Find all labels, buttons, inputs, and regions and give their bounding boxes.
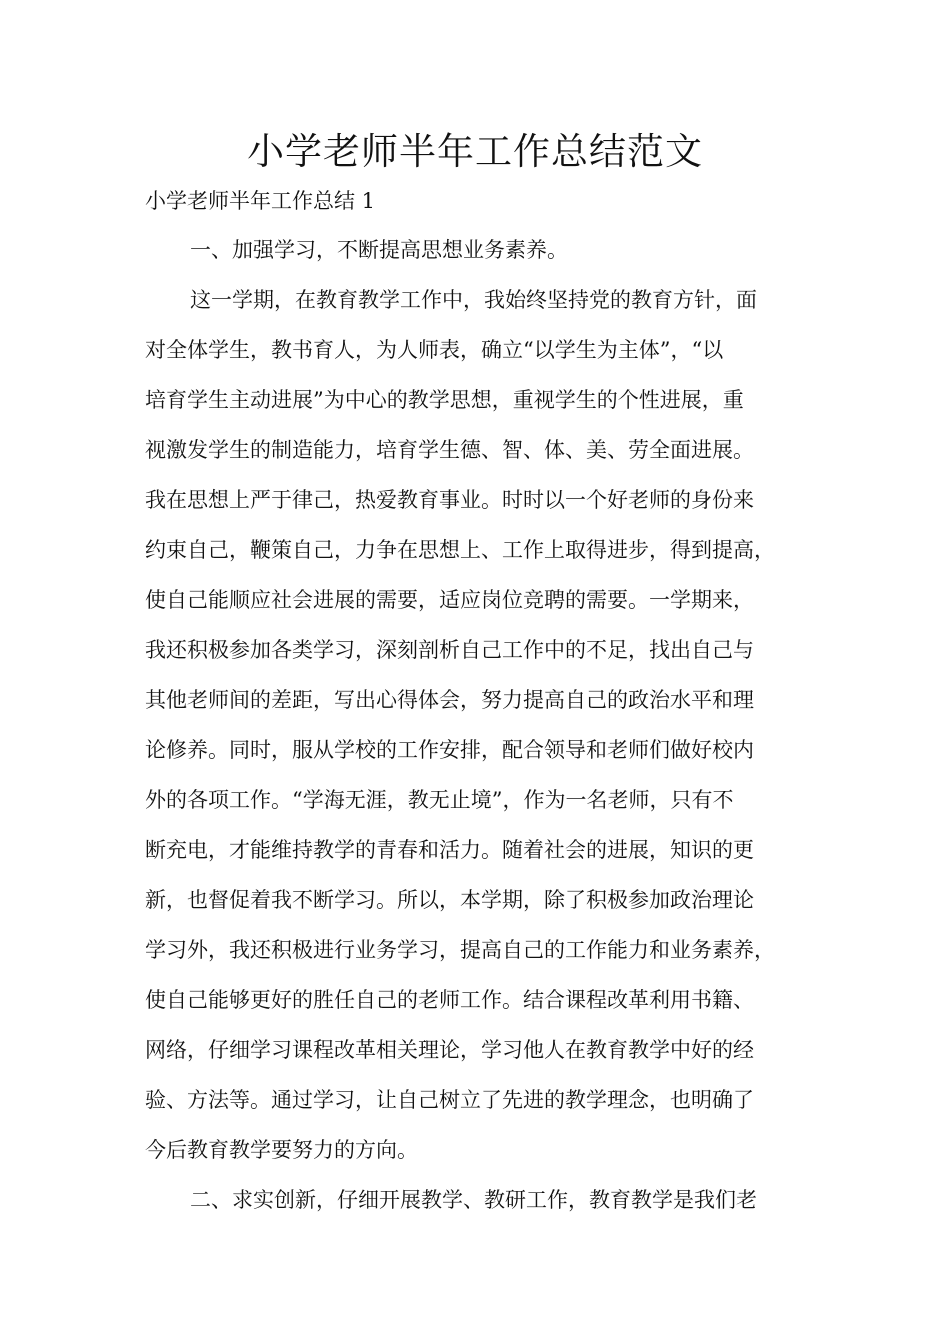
- paragraph-line: 网络，仔细学习课程改革相关理论，学习他人在教育教学中好的经: [145, 1038, 754, 1062]
- paragraph-line: 断充电，才能维持教学的青春和活力。随着社会的进展，知识的更: [145, 838, 754, 862]
- paragraph-line: 论修养。同时，服从学校的工作安排，配合领导和老师们做好校内: [145, 738, 754, 762]
- paragraph-line: 使自己能够更好的胜任自己的老师工作。结合课程改革利用书籍、: [145, 988, 754, 1012]
- paragraph-line: 今后教育教学要努力的方向。: [145, 1138, 418, 1162]
- paragraph-line: 一、加强学习，不断提高思想业务素养。: [190, 238, 568, 262]
- paragraph-line: 我还积极参加各类学习，深刻剖析自己工作中的不足，找出自己与: [145, 638, 754, 662]
- paragraph-line: 二、求实创新，仔细开展教学、教研工作，教育教学是我们老: [190, 1188, 757, 1212]
- section-heading: 小学老师半年工作总结 1: [145, 189, 376, 213]
- paragraph-line: 验、方法等。通过学习，让自己树立了先进的教学理念，也明确了: [145, 1088, 754, 1112]
- paragraph-line: 我在思想上严于律己，热爱教育事业。时时以一个好老师的身份来: [145, 488, 754, 512]
- paragraph-line: 约束自己，鞭策自己，力争在思想上、工作上取得进步，得到提高，: [145, 538, 775, 562]
- paragraph-line: 视激发学生的制造能力，培育学生德、智、体、美、劳全面进展。: [145, 438, 754, 462]
- paragraph-line: 这一学期，在教育教学工作中，我始终坚持党的教育方针，面: [190, 288, 757, 312]
- paragraph-line: 对全体学生，教书育人，为人师表，确立“以学生为主体”，“以: [145, 338, 724, 362]
- document-title: 小学老师半年工作总结范文: [247, 130, 703, 173]
- paragraph-line: 学习外，我还积极进行业务学习，提高自己的工作能力和业务素养，: [145, 938, 775, 962]
- paragraph-line: 培育学生主动进展”为中心的教学思想，重视学生的个性进展，重: [145, 388, 744, 412]
- paragraph-line: 外的各项工作。“学海无涯，教无止境”，作为一名老师，只有不: [145, 788, 734, 812]
- paragraph-line: 使自己能顺应社会进展的需要，适应岗位竞聘的需要。一学期来，: [145, 588, 754, 612]
- paragraph-line: 其他老师间的差距，写出心得体会，努力提高自己的政治水平和理: [145, 688, 754, 712]
- paragraph-line: 新，也督促着我不断学习。所以，本学期，除了积极参加政治理论: [145, 888, 754, 912]
